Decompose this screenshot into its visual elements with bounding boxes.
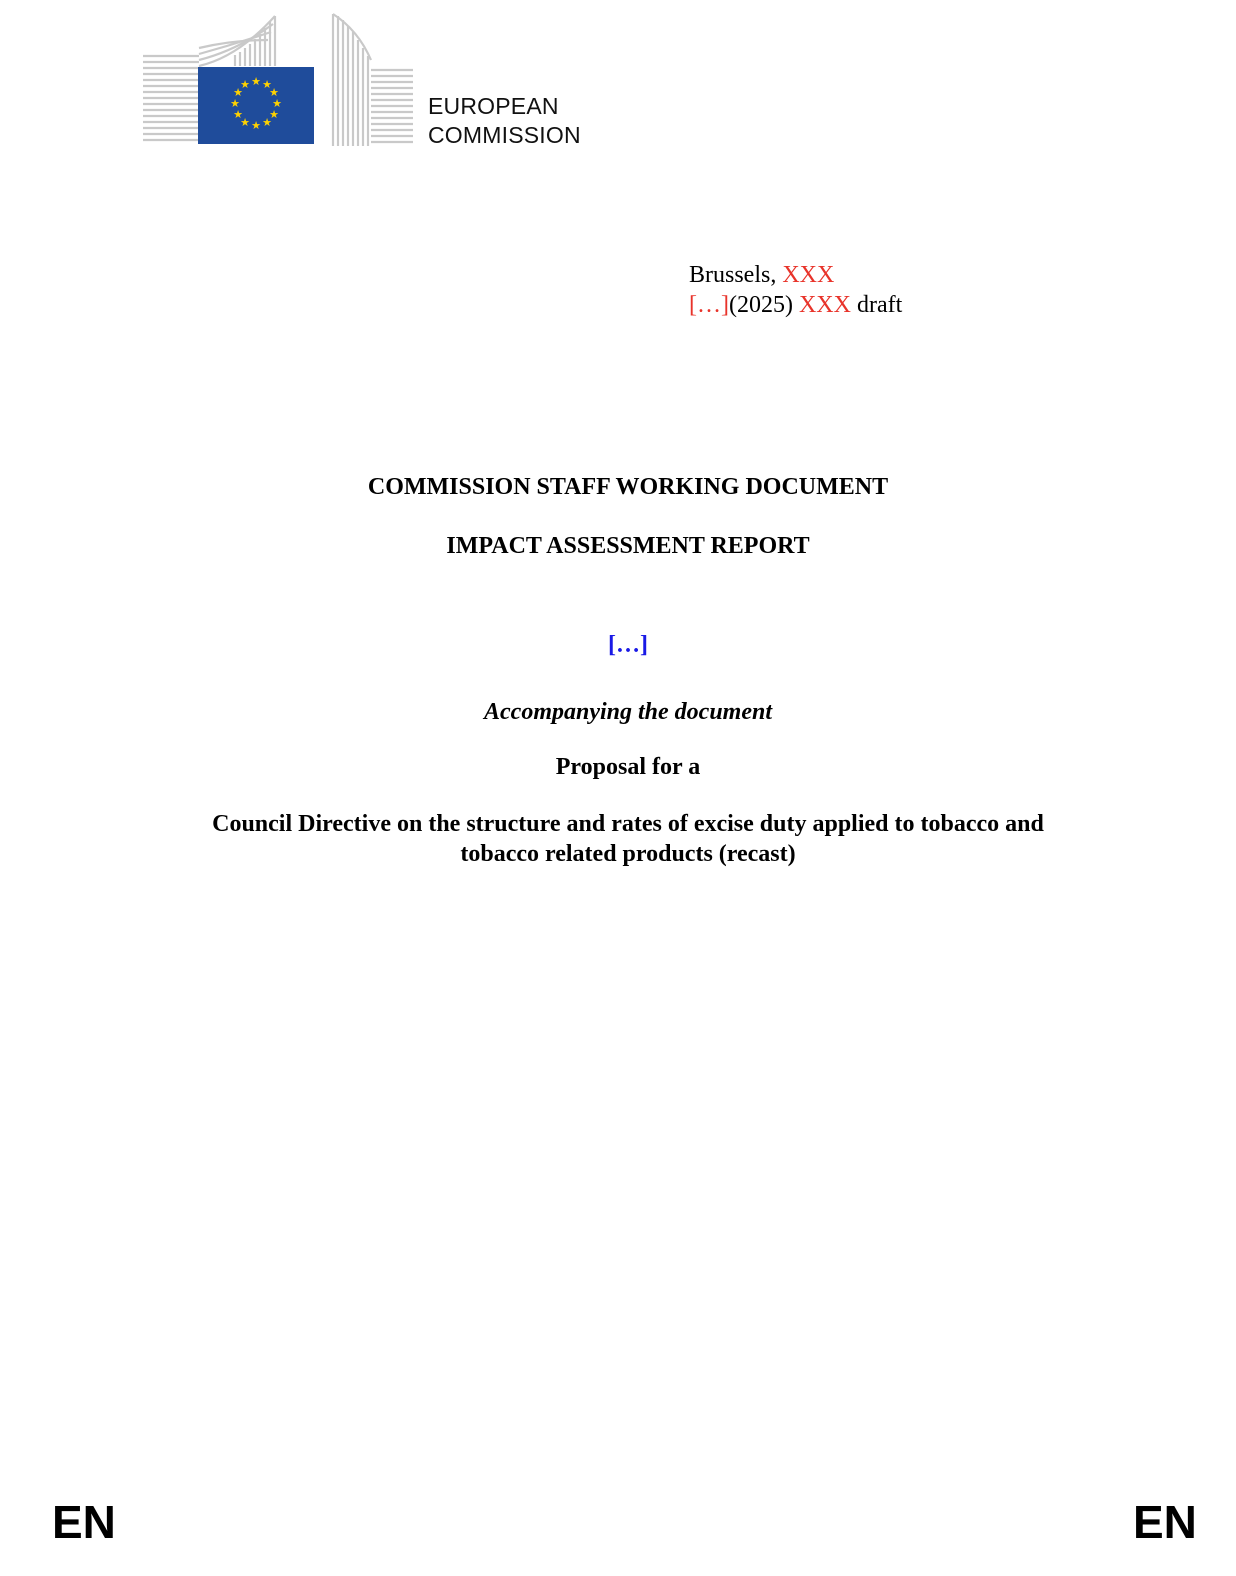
svg-text:★: ★	[272, 97, 282, 110]
organisation-name	[428, 92, 581, 150]
reference-placeholder: […]	[689, 292, 729, 318]
svg-text:★: ★	[269, 86, 279, 99]
svg-text:★: ★	[233, 108, 243, 121]
organisation-line-2: COMMISSION	[428, 122, 581, 148]
city: Brussels,	[689, 262, 783, 288]
report-type-heading: IMPACT ASSESSMENT REPORT	[446, 533, 810, 559]
language-code-left: EN	[52, 1496, 116, 1548]
svg-text:★: ★	[251, 75, 261, 88]
reference-block	[689, 260, 902, 320]
european-commission-logo-icon	[143, 12, 413, 146]
directive-title	[0, 809, 1236, 869]
proposal-text: Proposal for a	[555, 754, 701, 780]
reference-year: (2025)	[728, 292, 799, 318]
svg-text:★: ★	[262, 116, 272, 129]
accompanying-text: Accompanying the document	[484, 699, 772, 725]
svg-text:★: ★	[240, 78, 250, 91]
reference-number-line	[689, 290, 902, 320]
directive-title-line-1: Council Directive on the structure and rates of excise duty applied to tobacco and	[212, 811, 1044, 837]
organisation-line-1: EUROPEAN	[428, 93, 559, 119]
title-placeholder: […]	[608, 632, 648, 658]
svg-text:★: ★	[240, 116, 250, 129]
reference-suffix: draft	[850, 292, 903, 318]
svg-text:★: ★	[251, 119, 261, 132]
svg-text:★: ★	[233, 86, 243, 99]
reference-number-placeholder: XXX	[798, 292, 851, 318]
svg-text:★: ★	[230, 97, 240, 110]
svg-text:★: ★	[262, 78, 272, 91]
document-type-heading: COMMISSION STAFF WORKING DOCUMENT	[367, 474, 889, 500]
language-code-right: EN	[1133, 1496, 1197, 1548]
directive-title-line-2: tobacco related products (recast)	[460, 841, 796, 867]
date-line	[689, 260, 902, 290]
date-placeholder: XXX	[782, 262, 835, 288]
svg-text:★: ★	[269, 108, 279, 121]
